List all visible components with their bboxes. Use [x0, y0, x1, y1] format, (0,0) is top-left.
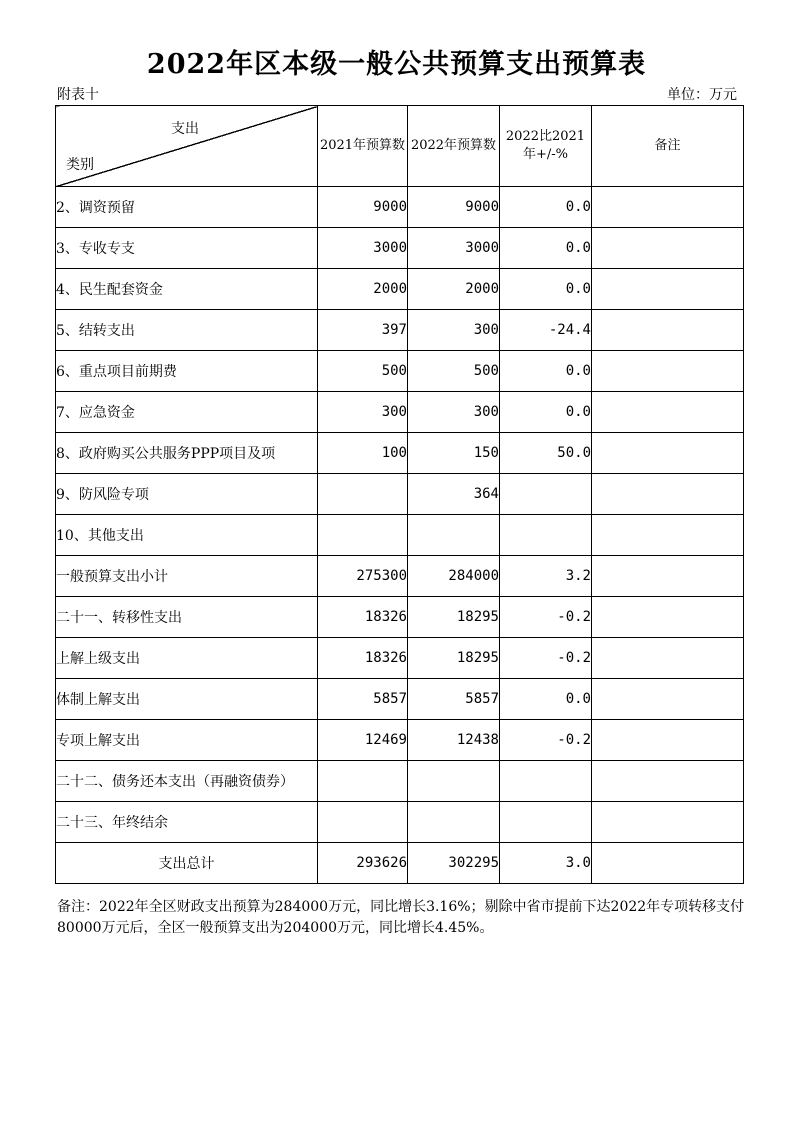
row-2021-value: 100 — [318, 433, 408, 474]
row-note — [592, 802, 744, 843]
table-row — [56, 310, 744, 351]
row-change-value — [500, 761, 592, 802]
row-2021-value: 18326 — [318, 638, 408, 679]
row-change-value: 0.0 — [500, 228, 592, 269]
row-change-value — [500, 515, 592, 556]
row-note — [592, 679, 744, 720]
table-row — [56, 802, 744, 843]
row-label: 2、调资预留 — [56, 187, 318, 228]
row-2022-value — [408, 802, 500, 843]
row-note — [592, 474, 744, 515]
row-2022-value — [408, 515, 500, 556]
row-note — [592, 761, 744, 802]
row-label: 10、其他支出 — [56, 515, 318, 556]
row-2021-value: 397 — [318, 310, 408, 351]
row-change-value: -0.2 — [500, 720, 592, 761]
header-note: 备注 — [592, 106, 744, 187]
row-2022-value: 12438 — [408, 720, 500, 761]
row-change-value: -24.4 — [500, 310, 592, 351]
row-2021-value: 2000 — [318, 269, 408, 310]
row-2022-value — [408, 761, 500, 802]
row-2022-value: 364 — [408, 474, 500, 515]
row-2022-value: 150 — [408, 433, 500, 474]
row-label: 6、重点项目前期费 — [56, 351, 318, 392]
row-note — [592, 515, 744, 556]
row-2021-value: 12469 — [318, 720, 408, 761]
table-row — [56, 187, 744, 228]
row-note — [592, 392, 744, 433]
table-row — [56, 269, 744, 310]
row-2022-value: 2000 — [408, 269, 500, 310]
row-2022-value: 300 — [408, 392, 500, 433]
row-2021-value — [318, 802, 408, 843]
row-note — [592, 843, 744, 884]
row-2022-value: 284000 — [408, 556, 500, 597]
unit-label: 单位：万元 — [667, 87, 737, 103]
header-2021-budget: 2021年预算数 — [318, 106, 408, 187]
row-label: 专项上解支出 — [56, 720, 318, 761]
row-change-value — [500, 474, 592, 515]
table-row — [56, 843, 744, 884]
row-change-value: 3.2 — [500, 556, 592, 597]
row-note — [592, 187, 744, 228]
row-2021-value: 5857 — [318, 679, 408, 720]
row-note — [592, 556, 744, 597]
row-change-value: -0.2 — [500, 638, 592, 679]
table-row — [56, 556, 744, 597]
row-2021-value: 300 — [318, 392, 408, 433]
row-2022-value: 3000 — [408, 228, 500, 269]
page-title: 2022年区本级一般公共预算支出预算表 — [146, 49, 647, 80]
table-row — [56, 720, 744, 761]
row-2022-value: 300 — [408, 310, 500, 351]
row-note — [592, 228, 744, 269]
table-row — [56, 392, 744, 433]
row-2021-value — [318, 761, 408, 802]
table-row — [56, 597, 744, 638]
row-2022-value: 18295 — [408, 597, 500, 638]
row-note — [592, 433, 744, 474]
row-change-value — [500, 802, 592, 843]
header-2022-budget: 2022年预算数 — [408, 106, 500, 187]
table-row — [56, 761, 744, 802]
header-diagonal-cell — [56, 106, 318, 187]
table-row — [56, 433, 744, 474]
row-label: 7、应急资金 — [56, 392, 318, 433]
budget-table — [55, 105, 744, 884]
table-body — [56, 187, 744, 884]
header-change-percent: 2022比2021年+/-% — [500, 106, 592, 187]
header-category-label: 类别 — [66, 157, 94, 173]
row-label: 支出总计 — [56, 843, 318, 884]
table-row — [56, 228, 744, 269]
header-expense-label: 支出 — [171, 121, 199, 137]
row-label: 二十一、转移性支出 — [56, 597, 318, 638]
row-2022-value: 9000 — [408, 187, 500, 228]
row-2022-value: 302295 — [408, 843, 500, 884]
row-note — [592, 638, 744, 679]
table-row — [56, 351, 744, 392]
row-2022-value: 500 — [408, 351, 500, 392]
row-change-value: 0.0 — [500, 269, 592, 310]
row-change-value: 0.0 — [500, 679, 592, 720]
table-row — [56, 638, 744, 679]
row-label: 3、专收专支 — [56, 228, 318, 269]
row-change-value: 0.0 — [500, 351, 592, 392]
row-2022-value: 5857 — [408, 679, 500, 720]
table-row — [56, 474, 744, 515]
row-note — [592, 269, 744, 310]
row-2021-value: 293626 — [318, 843, 408, 884]
row-2021-value: 500 — [318, 351, 408, 392]
row-change-value: 0.0 — [500, 187, 592, 228]
row-label: 9、防风险专项 — [56, 474, 318, 515]
footnote: 备注：2022年全区财政支出预算为284000万元，同比增长3.16%；剔除中省市提前下达2022年专项转移支付80000万元后，全区一般预算支出为204000万元，同比增长4.45%。 — [57, 899, 745, 936]
row-label: 二十三、年终结余 — [56, 802, 318, 843]
row-label: 二十二、债务还本支出（再融资债券） — [56, 761, 318, 802]
row-note — [592, 310, 744, 351]
row-change-value: 3.0 — [500, 843, 592, 884]
table-header-row — [56, 106, 744, 187]
table-row — [56, 679, 744, 720]
row-note — [592, 597, 744, 638]
row-change-value: 50.0 — [500, 433, 592, 474]
row-change-value: 0.0 — [500, 392, 592, 433]
row-label: 4、民生配套资金 — [56, 269, 318, 310]
row-2021-value: 3000 — [318, 228, 408, 269]
row-2021-value: 9000 — [318, 187, 408, 228]
row-2021-value: 18326 — [318, 597, 408, 638]
table-row — [56, 515, 744, 556]
row-label: 5、结转支出 — [56, 310, 318, 351]
row-label: 8、政府购买公共服务PPP项目及项 — [56, 433, 318, 474]
row-note — [592, 720, 744, 761]
row-label: 上解上级支出 — [56, 638, 318, 679]
row-label: 一般预算支出小计 — [56, 556, 318, 597]
row-label: 体制上解支出 — [56, 679, 318, 720]
row-change-value: -0.2 — [500, 597, 592, 638]
row-2021-value — [318, 474, 408, 515]
row-note — [592, 351, 744, 392]
row-2021-value — [318, 515, 408, 556]
row-2021-value: 275300 — [318, 556, 408, 597]
attachment-label: 附表十 — [57, 87, 99, 103]
row-2022-value: 18295 — [408, 638, 500, 679]
